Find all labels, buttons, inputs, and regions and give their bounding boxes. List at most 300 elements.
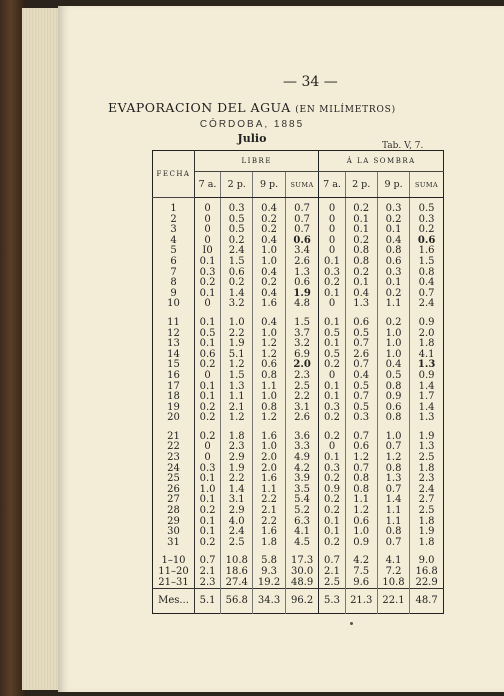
value-cell: 3.1 bbox=[221, 495, 253, 506]
page-number: — 34 — bbox=[283, 74, 338, 90]
value-cell: 0.2 bbox=[345, 236, 377, 247]
value-cell: 2.4 bbox=[410, 485, 444, 496]
value-cell: 0.1 bbox=[199, 338, 216, 350]
value-cell: 21.3 bbox=[345, 589, 377, 614]
value-cell: 0.4 bbox=[345, 371, 377, 382]
value-cell: 0.7 bbox=[377, 442, 409, 453]
value-cell: 2.7 bbox=[410, 495, 444, 506]
value-cell: 5.1 bbox=[221, 350, 253, 361]
value-cell: 0.4 bbox=[253, 318, 285, 329]
value-cell: 0.9 bbox=[377, 392, 409, 403]
value-cell: 7.2 bbox=[377, 567, 409, 578]
value-cell: 1.5 bbox=[410, 257, 444, 268]
value-cell: 1.3 bbox=[410, 442, 444, 453]
value-cell: 0.4 bbox=[345, 289, 377, 300]
value-cell: 0.1 bbox=[199, 287, 216, 299]
value-cell: 1.3 bbox=[345, 299, 377, 310]
value-cell: 0.8 bbox=[377, 246, 409, 257]
value-cell: 0.7 bbox=[319, 556, 345, 567]
value-cell: 2.0 bbox=[253, 453, 285, 464]
value-cell: 0.2 bbox=[199, 277, 216, 289]
evaporation-table bbox=[152, 150, 444, 614]
date-cell: 6 bbox=[153, 257, 195, 268]
value-cell: 1.2 bbox=[345, 453, 377, 464]
value-cell: 0.3 bbox=[221, 204, 253, 215]
value-cell: 0.8 bbox=[377, 413, 409, 424]
date-cell: 25 bbox=[153, 474, 195, 485]
date-cell: 14 bbox=[153, 350, 195, 361]
value-cell: 0 bbox=[204, 234, 211, 246]
value-cell: 34.3 bbox=[253, 589, 285, 614]
value-cell: 0.8 bbox=[377, 464, 409, 475]
date-cell: 7 bbox=[153, 268, 195, 279]
value-cell: 0 bbox=[319, 442, 345, 453]
value-cell: 0.2 bbox=[345, 268, 377, 279]
value-cell: 0 bbox=[319, 225, 345, 236]
date-cell: 26 bbox=[153, 485, 195, 496]
value-cell: 1.8 bbox=[410, 517, 444, 528]
value-cell: 0.3 bbox=[377, 204, 409, 215]
value-cell: 1.0 bbox=[253, 392, 285, 403]
value-cell: 0 bbox=[319, 236, 345, 247]
date-cell: 22 bbox=[153, 442, 195, 453]
value-cell: 2.5 bbox=[410, 453, 444, 464]
month-total-row bbox=[153, 589, 444, 614]
value-cell: 0.8 bbox=[377, 382, 409, 393]
value-cell: 56.8 bbox=[221, 589, 253, 614]
value-cell: 0.5 bbox=[221, 225, 253, 236]
value-cell: 0.6 bbox=[377, 257, 409, 268]
value-cell: 0.1 bbox=[345, 278, 377, 289]
value-cell: 9.0 bbox=[410, 556, 444, 567]
date-cell: 21 bbox=[153, 432, 195, 443]
value-cell: 2.0 bbox=[285, 360, 319, 371]
value-cell: 0.2 bbox=[319, 278, 345, 289]
col-header: SUMA bbox=[285, 172, 319, 198]
col-header: 9 p. bbox=[377, 172, 409, 198]
date-cell: 9 bbox=[153, 289, 195, 300]
value-cell: 0.2 bbox=[319, 506, 345, 517]
value-cell: 16.8 bbox=[410, 567, 444, 578]
value-cell: 1.9 bbox=[221, 339, 253, 350]
value-cell: 0.7 bbox=[285, 204, 319, 215]
value-cell: 1.8 bbox=[253, 538, 285, 549]
value-cell: 0 bbox=[319, 299, 345, 310]
value-cell: 0.3 bbox=[410, 215, 444, 226]
value-cell: 1.4 bbox=[410, 382, 444, 393]
value-cell: 0 bbox=[319, 371, 345, 382]
value-cell: 0.3 bbox=[319, 268, 345, 279]
value-cell: 0.2 bbox=[345, 204, 377, 215]
value-cell: 1.5 bbox=[221, 371, 253, 382]
value-cell: 0.1 bbox=[199, 380, 216, 392]
value-cell: 1.9 bbox=[221, 464, 253, 475]
value-cell: 0.6 bbox=[345, 318, 377, 329]
table-reference: Tab. V, 7. bbox=[382, 141, 424, 151]
value-cell: 1.9 bbox=[410, 527, 444, 538]
value-cell: 3.2 bbox=[285, 339, 319, 350]
value-cell: 2.6 bbox=[345, 350, 377, 361]
value-cell: 0.5 bbox=[319, 329, 345, 340]
value-cell: 4.1 bbox=[410, 350, 444, 361]
date-cell: Mes... bbox=[153, 589, 195, 614]
value-cell: 0.1 bbox=[319, 527, 345, 538]
value-cell: 0.9 bbox=[319, 485, 345, 496]
title-main: EVAPORACION DEL AGUA bbox=[108, 100, 291, 115]
value-cell: 0.6 bbox=[410, 236, 444, 247]
value-cell: 2.2 bbox=[221, 329, 253, 340]
decade-row bbox=[153, 567, 444, 578]
date-cell: 23 bbox=[153, 453, 195, 464]
value-cell: 1.2 bbox=[253, 339, 285, 350]
value-cell: 2.5 bbox=[221, 538, 253, 549]
value-cell: 1.9 bbox=[285, 289, 319, 300]
date-cell: 17 bbox=[153, 382, 195, 393]
value-cell: 1.2 bbox=[377, 453, 409, 464]
value-cell: 0.1 bbox=[319, 339, 345, 350]
value-cell: 0.2 bbox=[253, 278, 285, 289]
value-cell: 1.0 bbox=[345, 527, 377, 538]
value-cell: 1.2 bbox=[253, 413, 285, 424]
value-cell: 0.1 bbox=[377, 225, 409, 236]
value-cell: 0.1 bbox=[319, 257, 345, 268]
value-cell: 0.1 bbox=[319, 392, 345, 403]
value-cell: 4.0 bbox=[221, 517, 253, 528]
value-cell: 2.9 bbox=[221, 506, 253, 517]
value-cell: 5.2 bbox=[285, 506, 319, 517]
value-cell: 30.0 bbox=[285, 567, 319, 578]
value-cell: 10.8 bbox=[377, 578, 409, 589]
value-cell: 1.2 bbox=[221, 413, 253, 424]
value-cell: 0.2 bbox=[319, 474, 345, 485]
libre-header: LIBRE bbox=[195, 151, 319, 172]
table-row bbox=[153, 538, 444, 549]
value-cell: 1.6 bbox=[253, 527, 285, 538]
value-cell: 0.3 bbox=[345, 413, 377, 424]
value-cell: 0.2 bbox=[253, 225, 285, 236]
date-cell: 21–31 bbox=[153, 578, 195, 589]
value-cell: 0.4 bbox=[253, 236, 285, 247]
value-cell: 0.7 bbox=[377, 485, 409, 496]
value-cell: 9.3 bbox=[253, 567, 285, 578]
col-header: SUMA bbox=[410, 172, 444, 198]
value-cell: 0.1 bbox=[199, 391, 216, 403]
value-cell: 0 bbox=[204, 203, 211, 214]
value-cell: 0.2 bbox=[221, 236, 253, 247]
value-cell: 1.1 bbox=[377, 517, 409, 528]
value-cell: 4.9 bbox=[285, 453, 319, 464]
value-cell: 0.6 bbox=[345, 442, 377, 453]
date-cell: 30 bbox=[153, 527, 195, 538]
value-cell: 1.3 bbox=[410, 413, 444, 424]
value-cell: 0.1 bbox=[377, 278, 409, 289]
value-cell: 2.3 bbox=[199, 576, 216, 588]
value-cell: 1.4 bbox=[377, 495, 409, 506]
value-cell: 3.7 bbox=[285, 329, 319, 340]
value-cell: 1.0 bbox=[253, 246, 285, 257]
value-cell: 3.9 bbox=[285, 474, 319, 485]
value-cell: 0.7 bbox=[345, 432, 377, 443]
table-row bbox=[153, 318, 444, 329]
value-cell: 0.2 bbox=[319, 360, 345, 371]
value-cell: 5.1 bbox=[195, 589, 221, 614]
value-cell: 0.6 bbox=[199, 348, 216, 360]
value-cell: 0.1 bbox=[199, 255, 216, 267]
value-cell: 1.2 bbox=[253, 350, 285, 361]
value-cell: 0.1 bbox=[199, 494, 216, 506]
value-cell: 0.7 bbox=[410, 289, 444, 300]
value-cell: 0.2 bbox=[319, 495, 345, 506]
value-cell: 0.7 bbox=[285, 215, 319, 226]
value-cell: 0.4 bbox=[410, 278, 444, 289]
value-cell: 4.2 bbox=[345, 556, 377, 567]
value-cell: 2.2 bbox=[253, 495, 285, 506]
value-cell: 2.9 bbox=[221, 453, 253, 464]
value-cell: 1.0 bbox=[377, 350, 409, 361]
value-cell: 17.3 bbox=[285, 556, 319, 567]
value-cell: 0.8 bbox=[377, 527, 409, 538]
col-header: 7 a. bbox=[195, 172, 221, 198]
value-cell: 0.7 bbox=[345, 360, 377, 371]
value-cell: 1.0 bbox=[377, 339, 409, 350]
value-cell: 0.4 bbox=[253, 204, 285, 215]
value-cell: 0.9 bbox=[410, 318, 444, 329]
value-cell: 18.6 bbox=[221, 567, 253, 578]
col-header: 2 p. bbox=[345, 172, 377, 198]
col-header: 7 a. bbox=[319, 172, 345, 198]
value-cell: 2.2 bbox=[285, 392, 319, 403]
value-cell: 1.4 bbox=[410, 403, 444, 414]
value-cell: 0.2 bbox=[199, 505, 216, 517]
value-cell: 0.1 bbox=[319, 382, 345, 393]
value-cell: 0.5 bbox=[221, 215, 253, 226]
value-cell: 0.2 bbox=[199, 430, 216, 442]
value-cell: 0.2 bbox=[199, 359, 216, 371]
value-cell: 2.6 bbox=[285, 257, 319, 268]
title-units: (EN MILÍMETROS) bbox=[295, 105, 396, 115]
value-cell: 0.8 bbox=[345, 485, 377, 496]
col-header: 2 p. bbox=[221, 172, 253, 198]
value-cell: 0.9 bbox=[345, 538, 377, 549]
value-cell: 0.6 bbox=[345, 517, 377, 528]
value-cell: 1.5 bbox=[221, 257, 253, 268]
value-cell: 1.5 bbox=[285, 318, 319, 329]
value-cell: 0.7 bbox=[345, 339, 377, 350]
value-cell: 0.4 bbox=[377, 236, 409, 247]
date-cell: 11 bbox=[153, 318, 195, 329]
date-cell: 11–20 bbox=[153, 567, 195, 578]
value-cell: 0.5 bbox=[345, 382, 377, 393]
value-cell: 2.3 bbox=[285, 371, 319, 382]
value-cell: 0.1 bbox=[345, 225, 377, 236]
value-cell: 2.5 bbox=[319, 578, 345, 589]
date-cell: 15 bbox=[153, 360, 195, 371]
value-cell: 1.0 bbox=[253, 257, 285, 268]
fecha-header: FECHA bbox=[153, 151, 195, 198]
value-cell: 27.4 bbox=[221, 578, 253, 589]
table-body bbox=[153, 198, 444, 614]
value-cell: 0.2 bbox=[319, 432, 345, 443]
value-cell: 5.4 bbox=[285, 495, 319, 506]
value-cell: 1.1 bbox=[377, 299, 409, 310]
value-cell: 0.5 bbox=[410, 204, 444, 215]
date-cell: 8 bbox=[153, 278, 195, 289]
date-cell: 1–10 bbox=[153, 556, 195, 567]
value-cell: 0 bbox=[319, 204, 345, 215]
value-cell: 0.8 bbox=[253, 371, 285, 382]
value-cell: 6.3 bbox=[285, 517, 319, 528]
date-cell: 27 bbox=[153, 495, 195, 506]
value-cell: 2.5 bbox=[285, 382, 319, 393]
table-row bbox=[153, 257, 444, 268]
value-cell: 0.3 bbox=[199, 266, 216, 278]
date-cell: 12 bbox=[153, 329, 195, 340]
date-cell: 2 bbox=[153, 215, 195, 226]
value-cell: 7.5 bbox=[345, 567, 377, 578]
date-cell: 31 bbox=[153, 538, 195, 549]
value-cell: 0.2 bbox=[199, 412, 216, 424]
value-cell: 0.6 bbox=[285, 278, 319, 289]
value-cell: 3.5 bbox=[285, 485, 319, 496]
value-cell: 3.1 bbox=[285, 403, 319, 414]
value-cell: 1.0 bbox=[199, 483, 216, 495]
value-cell: 9.6 bbox=[345, 578, 377, 589]
value-cell: 1.3 bbox=[285, 268, 319, 279]
value-cell: 0.5 bbox=[199, 327, 216, 339]
value-cell: 1.1 bbox=[253, 382, 285, 393]
value-cell: 1.2 bbox=[221, 360, 253, 371]
value-cell: 0.8 bbox=[345, 474, 377, 485]
value-cell: 2.4 bbox=[221, 246, 253, 257]
value-cell: 1.0 bbox=[253, 329, 285, 340]
value-cell: 0.1 bbox=[199, 316, 216, 328]
date-cell: 1 bbox=[153, 204, 195, 215]
value-cell: 1.3 bbox=[221, 382, 253, 393]
value-cell: 0 bbox=[204, 213, 211, 225]
value-cell: 1.1 bbox=[221, 392, 253, 403]
value-cell: 1.4 bbox=[221, 289, 253, 300]
value-cell: 1.0 bbox=[377, 432, 409, 443]
value-cell: 0.2 bbox=[377, 215, 409, 226]
value-cell: 2.4 bbox=[410, 299, 444, 310]
value-cell: 0.6 bbox=[285, 236, 319, 247]
value-cell: 1.9 bbox=[410, 432, 444, 443]
value-cell: 5.8 bbox=[253, 556, 285, 567]
value-cell: 0 bbox=[204, 452, 211, 464]
value-cell: 0.9 bbox=[410, 371, 444, 382]
value-cell: 4.1 bbox=[285, 527, 319, 538]
value-cell: 48.9 bbox=[285, 578, 319, 589]
value-cell: 0.3 bbox=[199, 462, 216, 474]
value-cell: 1.6 bbox=[253, 474, 285, 485]
value-cell: 0.8 bbox=[345, 257, 377, 268]
value-cell: 3.2 bbox=[221, 299, 253, 310]
value-cell: 1.6 bbox=[253, 432, 285, 443]
value-cell: 0 bbox=[319, 215, 345, 226]
value-cell: 0.1 bbox=[319, 453, 345, 464]
value-cell: 0.5 bbox=[377, 371, 409, 382]
value-cell: 0.1 bbox=[345, 215, 377, 226]
value-cell: 0.3 bbox=[319, 464, 345, 475]
value-cell: 5.3 bbox=[319, 589, 345, 614]
date-cell: 20 bbox=[153, 413, 195, 424]
page-title bbox=[0, 100, 504, 115]
value-cell: 4.8 bbox=[285, 299, 319, 310]
value-cell: 2.1 bbox=[199, 566, 216, 577]
value-cell: 0.1 bbox=[319, 517, 345, 528]
date-cell: 13 bbox=[153, 339, 195, 350]
value-cell: 0.7 bbox=[345, 464, 377, 475]
table-row bbox=[153, 204, 444, 215]
value-cell: 4.2 bbox=[285, 464, 319, 475]
date-cell: 10 bbox=[153, 299, 195, 310]
value-cell: 19.2 bbox=[253, 578, 285, 589]
value-cell: 1.3 bbox=[377, 474, 409, 485]
table-row bbox=[153, 413, 444, 424]
value-cell: I0 bbox=[202, 245, 213, 257]
value-cell: 2.2 bbox=[221, 474, 253, 485]
value-cell: 0.4 bbox=[253, 268, 285, 279]
value-cell: 0.2 bbox=[410, 225, 444, 236]
value-cell: 0.6 bbox=[253, 360, 285, 371]
value-cell: 1.0 bbox=[377, 329, 409, 340]
date-cell: 29 bbox=[153, 517, 195, 528]
value-cell: 1.1 bbox=[253, 485, 285, 496]
date-cell: 4 bbox=[153, 236, 195, 247]
value-cell: 2.3 bbox=[221, 442, 253, 453]
value-cell: 0 bbox=[204, 298, 211, 310]
value-cell: 0.2 bbox=[199, 401, 216, 413]
value-cell: 0.1 bbox=[319, 289, 345, 300]
value-cell: 22.9 bbox=[410, 578, 444, 589]
month-label: Julio bbox=[237, 132, 267, 145]
value-cell: 0.2 bbox=[319, 413, 345, 424]
value-cell: 0.6 bbox=[221, 268, 253, 279]
value-cell: 0.8 bbox=[345, 246, 377, 257]
value-cell: 0 bbox=[204, 369, 211, 381]
value-cell: 1.8 bbox=[410, 464, 444, 475]
table-row bbox=[153, 299, 444, 310]
value-cell: 2.2 bbox=[253, 517, 285, 528]
value-cell: 0.1 bbox=[199, 526, 216, 538]
value-cell: 0.3 bbox=[319, 403, 345, 414]
value-cell: 10.8 bbox=[221, 556, 253, 567]
value-cell: 48.7 bbox=[410, 589, 444, 614]
value-cell: 3.6 bbox=[285, 432, 319, 443]
value-cell: 0.2 bbox=[253, 215, 285, 226]
sombra-header: Á LA SOMBRA bbox=[319, 151, 444, 172]
value-cell: 0.5 bbox=[345, 403, 377, 414]
decade-row bbox=[153, 578, 444, 589]
value-cell: 22.1 bbox=[377, 589, 409, 614]
value-cell: 0.2 bbox=[377, 318, 409, 329]
value-cell: 0.8 bbox=[410, 268, 444, 279]
date-cell: 24 bbox=[153, 464, 195, 475]
value-cell: 2.1 bbox=[319, 567, 345, 578]
value-cell: 2.1 bbox=[221, 403, 253, 414]
value-cell: 96.2 bbox=[285, 589, 319, 614]
page-mark bbox=[350, 622, 353, 625]
value-cell: 1.3 bbox=[410, 360, 444, 371]
value-cell: 6.9 bbox=[285, 350, 319, 361]
date-cell: 3 bbox=[153, 225, 195, 236]
value-cell: 0.8 bbox=[253, 403, 285, 414]
date-cell: 28 bbox=[153, 506, 195, 517]
value-cell: 1.0 bbox=[221, 318, 253, 329]
subtitle: CÓRDOBA, 1885 bbox=[199, 119, 305, 130]
value-cell: 0.2 bbox=[377, 289, 409, 300]
value-cell: 0.4 bbox=[377, 360, 409, 371]
